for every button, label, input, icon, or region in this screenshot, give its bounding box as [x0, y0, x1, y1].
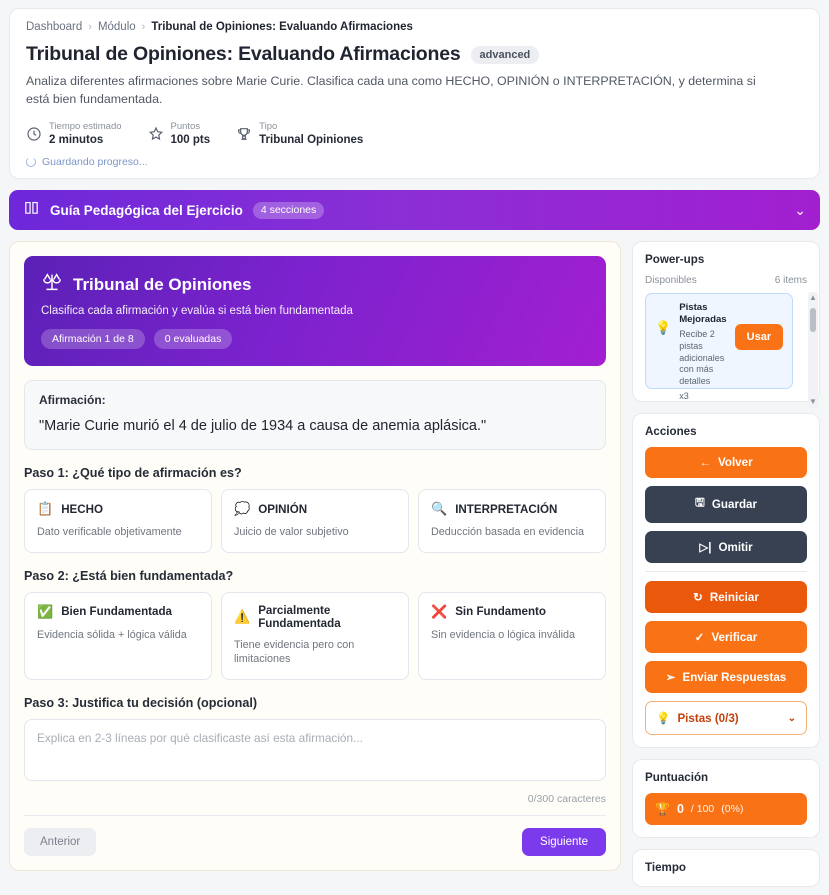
next-button[interactable]: Siguiente — [522, 828, 606, 856]
score-percent: (0%) — [721, 803, 744, 816]
time-card — [632, 849, 820, 887]
page-title: Tribunal de Opiniones: Evaluando Afirmaciones — [26, 43, 461, 65]
exercise-footer-nav — [24, 815, 606, 856]
breadcrumb-item-current: Tribunal de Opiniones: Evaluando Afirmaciones — [151, 21, 413, 33]
verificar-label: Verificar — [711, 630, 758, 644]
breadcrumb-separator-icon: › — [88, 21, 92, 33]
hero-title-row — [41, 271, 589, 298]
score-title: Puntuación — [645, 771, 709, 785]
score-value: 0 — [676, 802, 684, 817]
title-row — [26, 43, 803, 66]
option-hecho-desc: Dato verificable objetivamente — [37, 526, 182, 539]
thought-bubble-icon: 💭 — [234, 501, 251, 517]
time-title: Tiempo — [645, 861, 687, 875]
option-interpretacion[interactable] — [418, 489, 606, 553]
character-counter: 0/300 caracteres — [527, 792, 606, 805]
option-parcial-head — [234, 604, 396, 630]
sidebar — [632, 241, 820, 887]
option-opinion[interactable] — [221, 489, 409, 553]
pistas-dropdown[interactable] — [645, 701, 807, 735]
trophy-icon: 🏆 — [655, 802, 670, 817]
cross-red-icon: ❌ — [431, 603, 448, 619]
arrow-left-icon: ← — [699, 456, 711, 470]
level-badge: advanced — [471, 46, 540, 64]
powerup-use-button[interactable]: Usar — [735, 324, 783, 350]
statement-label: Afirmación: — [39, 393, 106, 408]
option-interpretacion-head — [431, 501, 593, 517]
step1-label: Paso 1: ¿Qué tipo de afirmación es? — [24, 466, 242, 481]
bulb-icon: 💡 — [656, 712, 671, 726]
actions-card — [632, 413, 820, 748]
check-green-icon: ✅ — [37, 603, 54, 619]
exercise-panel — [9, 241, 621, 871]
omitir-button[interactable] — [645, 531, 807, 563]
option-interpretacion-title: INTERPRETACIÓN — [455, 502, 558, 516]
meta-type — [236, 121, 363, 147]
powerups-scrollbar[interactable] — [808, 292, 818, 408]
powerups-list-wrap — [645, 293, 817, 407]
bulb-icon: 💡 — [655, 320, 672, 336]
clipboard-icon: 📋 — [37, 501, 54, 517]
chevron-down-icon: ⌄ — [787, 712, 796, 724]
step3-label: Paso 3: Justifica tu decisión (opcional) — [24, 695, 258, 710]
volver-label: Volver — [718, 456, 753, 470]
score-bar — [645, 793, 807, 825]
option-sinfund-title: Sin Fundamento — [455, 605, 547, 619]
option-hecho[interactable] — [24, 489, 212, 553]
powerup-info — [679, 302, 726, 402]
powerup-multiplier: x3 — [679, 390, 689, 401]
guardar-button[interactable] — [645, 486, 807, 523]
chip-progress: Afirmación 1 de 8 — [41, 329, 145, 349]
powerups-items-count: 6 items — [774, 275, 807, 287]
enviar-respuestas-button[interactable] — [645, 661, 807, 693]
scroll-up-icon[interactable]: ▲ — [809, 293, 817, 303]
hero-banner — [24, 256, 606, 366]
check-icon: ✓ — [694, 631, 705, 645]
breadcrumb — [26, 21, 803, 33]
option-parcialmente-fundamentada[interactable] — [221, 592, 409, 680]
save-icon: 🖫 — [695, 496, 705, 510]
meta-points-label: Puntos — [170, 120, 201, 132]
exercise-description: Analiza diferentes afirmaciones sobre Marie Curie. Clasifica cada una como HECHO, OPINIÓN o INTERPRETACIÓN, y determina si está bien fundamentada. — [26, 74, 756, 106]
meta-time — [26, 121, 122, 147]
score-card — [632, 759, 820, 838]
option-hecho-title: HECHO — [61, 502, 104, 516]
justification-textarea[interactable] — [24, 719, 606, 781]
book-icon — [23, 199, 40, 221]
hero-title: Tribunal de Opiniones — [73, 274, 252, 294]
step2-options — [24, 592, 606, 680]
powerups-subrow — [645, 275, 807, 286]
scrollbar-thumb[interactable] — [810, 308, 816, 332]
step2-label: Paso 2: ¿Está bien fundamentada? — [24, 568, 234, 583]
statement-text: "Marie Curie murió el 4 de julio de 1934 a causa de anemia aplásica." — [39, 418, 487, 435]
hero-subtitle: Clasifica cada afirmación y evalúa si está bien fundamentada — [41, 305, 353, 318]
powerup-name: Pistas Mejoradas — [679, 302, 727, 326]
powerups-available-label: Disponibles — [645, 275, 697, 287]
option-sinfund-head — [431, 604, 593, 620]
option-interpretacion-desc: Deducción basada en evidencia — [431, 526, 585, 539]
option-parcial-desc: Tiene evidencia pero con limitaciones — [234, 638, 355, 666]
option-opinion-head — [234, 501, 396, 517]
send-icon: ➢ — [665, 671, 676, 685]
option-sin-fundamento[interactable] — [418, 592, 606, 680]
reiniciar-button[interactable] — [645, 581, 807, 613]
breadcrumb-item-modulo[interactable]: Módulo — [97, 21, 136, 33]
meta-time-value: 2 minutos — [49, 133, 104, 146]
saving-status — [26, 156, 803, 168]
omitir-label: Omitir — [718, 540, 753, 554]
powerup-desc: Recibe 2 pistas adicionales con más detalles — [679, 329, 725, 386]
option-bien-fundamentada[interactable] — [24, 592, 212, 680]
scroll-down-icon[interactable]: ▼ — [809, 397, 817, 407]
actions-divider — [645, 571, 807, 572]
actions-title: Acciones — [645, 425, 697, 439]
pistas-label: Pistas (0/3) — [677, 711, 739, 725]
saving-status-text: Guardando progreso... — [42, 156, 148, 169]
previous-button[interactable]: Anterior — [24, 828, 96, 856]
guardar-label: Guardar — [711, 498, 757, 512]
option-opinion-title: OPINIÓN — [258, 502, 308, 516]
refresh-icon: ↻ — [693, 591, 703, 605]
guide-title: Guía Pedagógica del Ejercicio — [50, 202, 243, 218]
option-bien-desc: Evidencia sólida + lógica válida — [37, 628, 187, 641]
enviar-label: Enviar Respuestas — [682, 670, 787, 684]
meta-points — [148, 121, 211, 147]
score-max: / 100 — [690, 803, 715, 816]
hero-chips — [41, 329, 589, 349]
option-parcial-title: Parcialmente Fundamentada — [258, 603, 341, 630]
chevron-down-icon[interactable]: ⌄ — [794, 201, 806, 218]
scales-icon — [41, 271, 63, 298]
volver-button[interactable] — [645, 447, 807, 478]
main-layout — [9, 241, 820, 887]
statement-box — [24, 380, 606, 450]
meta-type-value: Tribunal Opiniones — [259, 133, 364, 146]
option-bien-title: Bien Fundamentada — [61, 605, 172, 619]
powerups-card — [632, 241, 820, 407]
reiniciar-label: Reiniciar — [709, 590, 759, 604]
spinner-icon — [26, 157, 36, 167]
option-opinion-desc: Juicio de valor subjetivo — [234, 526, 349, 539]
star-icon — [148, 126, 164, 142]
meta-points-value: 100 pts — [170, 133, 211, 146]
option-hecho-head — [37, 501, 199, 517]
powerups-title: Power-ups — [645, 253, 705, 267]
meta-row — [26, 121, 803, 147]
meta-time-label: Tiempo estimado — [49, 120, 122, 132]
skip-icon: ▷| — [699, 541, 712, 555]
breadcrumb-item-dashboard[interactable]: Dashboard — [26, 21, 83, 33]
guide-sections-badge: 4 secciones — [253, 202, 324, 219]
trophy-icon — [236, 126, 252, 142]
header-card — [9, 8, 820, 179]
powerup-item[interactable] — [645, 293, 793, 401]
chip-evaluated: 0 evaluadas — [154, 329, 233, 349]
step1-options — [24, 489, 606, 553]
clock-icon — [26, 126, 42, 142]
option-bien-head — [37, 604, 199, 620]
option-sinfund-desc: Sin evidencia o lógica inválida — [431, 628, 576, 641]
pedagogical-guide-banner[interactable] — [9, 190, 820, 230]
verificar-button[interactable] — [645, 621, 807, 653]
meta-type-label: Tipo — [259, 120, 278, 132]
breadcrumb-separator-icon: › — [141, 21, 146, 33]
warning-icon: ⚠️ — [234, 608, 251, 624]
magnifier-icon: 🔍 — [431, 501, 448, 517]
